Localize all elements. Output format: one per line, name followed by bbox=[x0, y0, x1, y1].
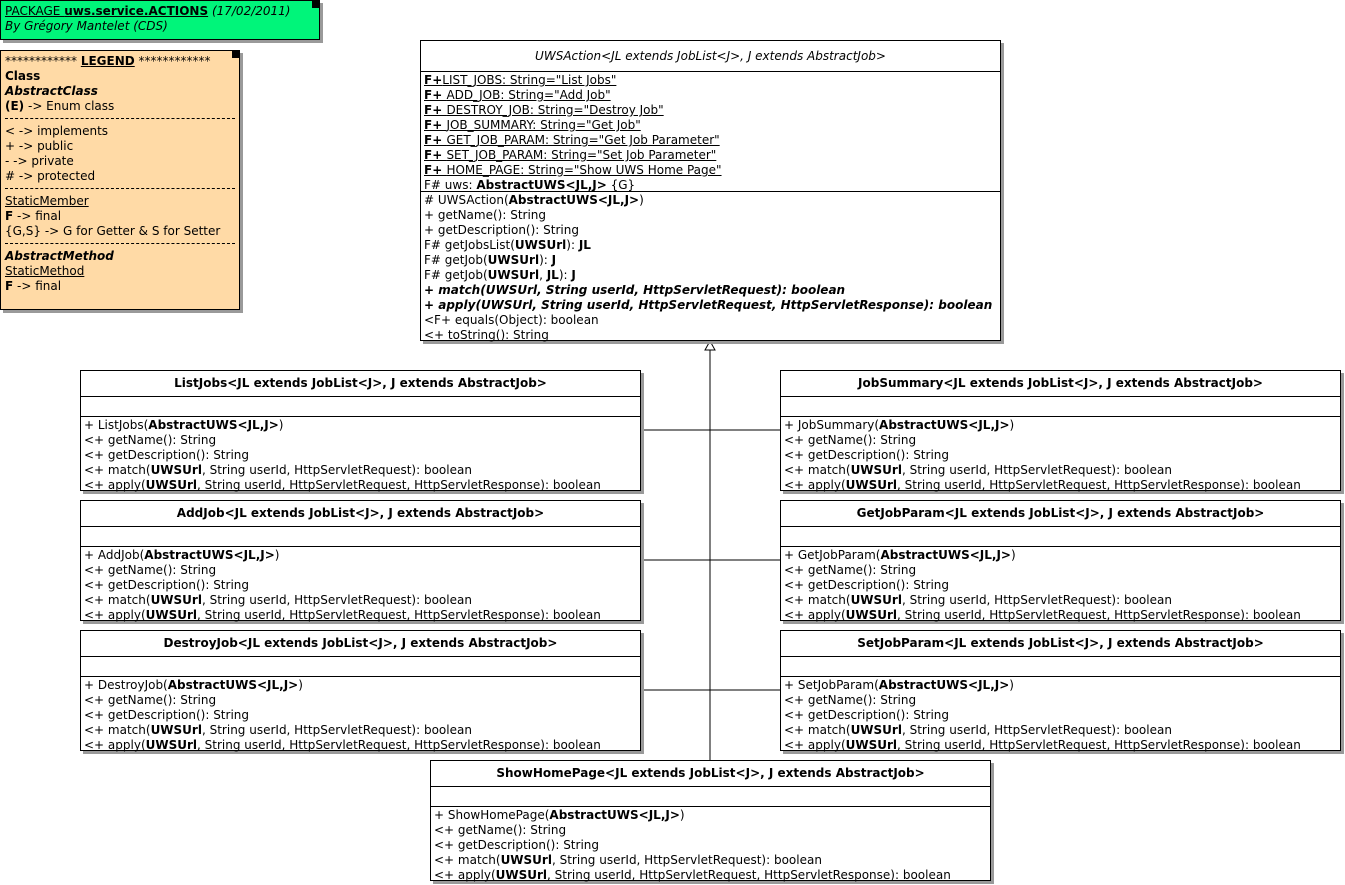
method-get-description: <+ getDescription(): String bbox=[784, 578, 950, 592]
note-fold-icon bbox=[232, 50, 240, 58]
method-get-name: <+ getName(): String bbox=[784, 433, 917, 447]
method-type: J bbox=[551, 253, 557, 267]
method-text: ) bbox=[1010, 548, 1016, 562]
method-type: JL bbox=[578, 238, 591, 252]
legend-static-member: StaticMember bbox=[5, 194, 89, 208]
method-text: + apply( bbox=[424, 298, 481, 312]
class-fields-empty bbox=[81, 396, 640, 416]
method-text: , String userId, HttpServletRequest, HttpServletResponse): boolean bbox=[197, 738, 601, 752]
method-text: <+ match( bbox=[84, 463, 151, 477]
method-text: , String userId, HttpServletRequest, HttpServletResponse): boolean bbox=[547, 868, 951, 882]
method-match bbox=[84, 593, 637, 608]
package-author: By Grégory Mantelet (CDS) bbox=[5, 19, 168, 33]
method-text: <+ match( bbox=[84, 593, 151, 607]
field-uws-type: AbstractUWS<JL,J> bbox=[476, 178, 607, 192]
field-name: SET_JOB_PARAM: String="Set Job Parameter" bbox=[446, 148, 717, 162]
method-type: AbstractUWS<JL,J> bbox=[549, 808, 680, 822]
method-type: AbstractUWS<JL,J> bbox=[878, 678, 1010, 692]
field-modifier: F+ bbox=[424, 73, 443, 87]
method-text: ) bbox=[639, 193, 644, 207]
method-text: ) bbox=[274, 548, 280, 562]
method-apply bbox=[784, 608, 1337, 623]
field-home-page bbox=[424, 163, 997, 178]
method-text: + match( bbox=[424, 283, 486, 297]
class-fields-empty bbox=[781, 656, 1340, 676]
legend-separator bbox=[5, 243, 235, 244]
method-constructor bbox=[424, 193, 997, 208]
method-text: ): bbox=[558, 268, 572, 282]
package-name: uws.service.ACTIONS bbox=[64, 4, 209, 18]
method-get-description: <+ getDescription(): String bbox=[84, 578, 250, 592]
field-uws-pre: F# uws: bbox=[424, 178, 477, 192]
field-name: ADD_JOB: String="Add Job" bbox=[446, 88, 611, 102]
method-text: , String userId, HttpServletRequest): boolean bbox=[551, 853, 822, 867]
field-name: LIST_JOBS: String="List Jobs" bbox=[442, 73, 617, 87]
method-get-description: <+ getDescription(): String bbox=[84, 708, 250, 722]
field-add-job bbox=[424, 88, 997, 103]
class-fields-empty bbox=[81, 656, 640, 676]
method-text: , String userId, HttpServletRequest): boolean bbox=[201, 593, 472, 607]
field-job-summary bbox=[424, 118, 997, 133]
class-fields-empty bbox=[81, 526, 640, 546]
method-type: AbstractUWS<JL,J> bbox=[880, 548, 1011, 562]
method-text: <+ apply( bbox=[784, 478, 846, 492]
method-text: , String userId, HttpServletRequest): boolean bbox=[901, 593, 1172, 607]
method-apply bbox=[784, 478, 1337, 493]
method-text: + AddJob( bbox=[84, 548, 145, 562]
method-apply bbox=[784, 738, 1337, 753]
method-text: ) bbox=[679, 808, 685, 822]
method-type: UWSUrl bbox=[145, 608, 198, 622]
method-get-name: <+ getName(): String bbox=[784, 563, 917, 577]
class-title: ListJobs<JL extends JobList<J>, J extends AbstractJob> bbox=[174, 376, 547, 390]
class-fields bbox=[421, 71, 1000, 191]
method-match-abstract bbox=[424, 283, 997, 298]
class-title: SetJobParam<JL extends JobList<J>, J extends AbstractJob> bbox=[857, 636, 1264, 650]
method-get-description: <+ getDescription(): String bbox=[784, 448, 950, 462]
method-type: AbstractUWS<JL,J> bbox=[879, 418, 1010, 432]
class-destroyjob bbox=[80, 630, 641, 751]
class-methods bbox=[781, 546, 1340, 623]
method-text: , String userId, HttpServletRequest, HttpServletResponse): boolean bbox=[897, 738, 1301, 752]
method-get-name: + getName(): String bbox=[424, 208, 547, 222]
method-constructor bbox=[84, 678, 637, 693]
method-apply bbox=[434, 868, 987, 883]
method-get-job bbox=[424, 253, 997, 268]
method-text: F# getJob( bbox=[424, 253, 488, 267]
class-title: AddJob<JL extends JobList<J>, J extends AbstractJob> bbox=[176, 506, 545, 520]
method-apply bbox=[84, 608, 637, 623]
class-listjobs bbox=[80, 370, 641, 491]
class-fields-empty bbox=[781, 396, 1340, 416]
legend-final2-desc: -> final bbox=[13, 279, 62, 293]
method-text: , String userId, HttpServletRequest, HttpServletResponse): boolean bbox=[197, 478, 601, 492]
package-prefix: PACKAGE bbox=[5, 4, 65, 18]
method-get-description: <+ getDescription(): String bbox=[434, 838, 600, 852]
method-constructor bbox=[784, 418, 1337, 433]
class-methods bbox=[421, 191, 1000, 340]
method-text: <+ match( bbox=[784, 593, 851, 607]
method-type: UWSUrl bbox=[150, 593, 202, 607]
method-type: JL bbox=[546, 268, 559, 282]
legend-protected: # -> protected bbox=[5, 169, 96, 183]
class-methods bbox=[781, 416, 1340, 493]
field-name: HOME_PAGE: String="Show UWS Home Page" bbox=[446, 163, 722, 177]
legend-stars-right: ************ bbox=[134, 54, 211, 68]
method-type: UWSUrl bbox=[150, 723, 202, 737]
legend-final2-key: F bbox=[5, 279, 14, 293]
field-modifier: F+ bbox=[424, 148, 447, 162]
method-apply-abstract bbox=[424, 298, 997, 313]
method-get-name: <+ getName(): String bbox=[784, 693, 917, 707]
method-text: UWSUrl, String userId, HttpServletRequest, HttpServletResponse): boolean bbox=[480, 298, 993, 312]
class-jobsummary bbox=[780, 370, 1341, 491]
method-text: ) bbox=[278, 418, 284, 432]
method-type: UWSUrl bbox=[850, 593, 902, 607]
legend-enum-desc: -> Enum class bbox=[24, 99, 115, 113]
legend-separator bbox=[5, 188, 235, 189]
method-text: + JobSummary( bbox=[784, 418, 880, 432]
method-constructor bbox=[784, 548, 1337, 563]
class-methods bbox=[781, 676, 1340, 753]
method-text: <+ match( bbox=[784, 463, 851, 477]
class-showhomepage bbox=[430, 760, 991, 881]
field-modifier: F+ bbox=[424, 88, 447, 102]
legend-implements: < -> implements bbox=[5, 124, 109, 138]
class-uwsaction bbox=[420, 40, 1001, 341]
method-text: <+ apply( bbox=[784, 738, 846, 752]
package-note bbox=[0, 0, 320, 40]
method-text: <+ apply( bbox=[84, 608, 146, 622]
method-get-name: <+ getName(): String bbox=[84, 433, 217, 447]
method-text: ): bbox=[539, 253, 552, 267]
method-text: + GetJobParam( bbox=[784, 548, 881, 562]
method-to-string: <+ toString(): String bbox=[424, 328, 549, 342]
class-title: ShowHomePage<JL extends JobList<J>, J extends AbstractJob> bbox=[496, 766, 925, 780]
field-set-job-param bbox=[424, 148, 997, 163]
legend-enum bbox=[5, 99, 235, 114]
method-text: , String userId, HttpServletRequest, HttpServletResponse): boolean bbox=[897, 478, 1301, 492]
method-get-name: <+ getName(): String bbox=[84, 693, 217, 707]
method-get-jobs-list bbox=[424, 238, 997, 253]
legend-final-key: F bbox=[5, 209, 14, 223]
field-modifier: F+ bbox=[424, 133, 447, 147]
method-text: + ListJobs( bbox=[84, 418, 149, 432]
method-text: , String userId, HttpServletRequest): boolean bbox=[901, 723, 1172, 737]
method-match bbox=[784, 723, 1337, 738]
method-text: , String userId, HttpServletRequest): boolean bbox=[201, 723, 472, 737]
legend-separator bbox=[5, 118, 235, 119]
method-type: UWSUrl bbox=[500, 853, 552, 867]
method-text: ): bbox=[566, 238, 579, 252]
class-title: JobSummary<JL extends JobList<J>, J extends AbstractJob> bbox=[858, 376, 1263, 390]
method-text: <+ match( bbox=[434, 853, 501, 867]
field-name: DESTROY_JOB: String="Destroy Job" bbox=[446, 103, 664, 117]
method-text: ) bbox=[1009, 678, 1014, 692]
method-type: AbstractUWS<JL,J> bbox=[508, 193, 640, 207]
class-fields-empty bbox=[781, 526, 1340, 546]
method-type: UWSUrl bbox=[514, 238, 567, 252]
legend-abstract-method: AbstractMethod bbox=[5, 249, 114, 263]
class-setjobparam bbox=[780, 630, 1341, 751]
class-methods bbox=[431, 806, 990, 883]
legend-public: + -> public bbox=[5, 139, 74, 153]
method-text: + DestroyJob( bbox=[84, 678, 168, 692]
method-text: UWSUrl, String userId, HttpServletRequest): boolean bbox=[485, 283, 846, 297]
method-text: # UWSAction( bbox=[424, 193, 509, 207]
field-destroy-job bbox=[424, 103, 997, 118]
class-title: GetJobParam<JL extends JobList<J>, J extends AbstractJob> bbox=[856, 506, 1265, 520]
legend-class: Class bbox=[5, 69, 41, 83]
method-text: <+ apply( bbox=[84, 738, 146, 752]
class-methods bbox=[81, 546, 640, 623]
legend-final-2 bbox=[5, 279, 235, 294]
legend-final bbox=[5, 209, 235, 224]
legend-stars-left: ************ bbox=[5, 54, 81, 68]
field-list-jobs bbox=[424, 73, 997, 88]
method-type: UWSUrl bbox=[145, 738, 198, 752]
method-type: J bbox=[571, 268, 576, 282]
method-type: UWSUrl bbox=[487, 253, 540, 267]
class-title: DestroyJob<JL extends JobList<J>, J extends AbstractJob> bbox=[163, 636, 558, 650]
method-text: <+ apply( bbox=[434, 868, 496, 882]
method-constructor bbox=[84, 548, 637, 563]
legend-private: - -> private bbox=[5, 154, 74, 168]
method-apply bbox=[84, 478, 637, 493]
method-text: , String userId, HttpServletRequest, HttpServletResponse): boolean bbox=[197, 608, 601, 622]
method-text: , String userId, HttpServletRequest): boolean bbox=[901, 463, 1172, 477]
method-text: + SetJobParam( bbox=[784, 678, 879, 692]
method-text: F# getJob( bbox=[424, 268, 488, 282]
method-get-job-2 bbox=[424, 268, 997, 283]
field-get-job-param bbox=[424, 133, 997, 148]
method-type: UWSUrl bbox=[845, 738, 898, 752]
method-text: , bbox=[539, 268, 547, 282]
method-equals: <F+ equals(Object): boolean bbox=[424, 313, 599, 327]
method-get-description: <+ getDescription(): String bbox=[84, 448, 250, 462]
class-title: UWSAction<JL extends JobList<J>, J extends AbstractJob> bbox=[535, 49, 886, 63]
method-match bbox=[84, 723, 637, 738]
class-methods bbox=[81, 416, 640, 493]
legend-note bbox=[0, 50, 240, 310]
method-text: , String userId, HttpServletRequest): boolean bbox=[201, 463, 472, 477]
method-text: <+ apply( bbox=[84, 478, 146, 492]
legend-enum-key: (E) bbox=[5, 99, 25, 113]
field-modifier: F+ bbox=[424, 103, 447, 117]
method-type: UWSUrl bbox=[487, 268, 540, 282]
method-get-name: <+ getName(): String bbox=[84, 563, 217, 577]
note-fold-icon bbox=[312, 0, 320, 8]
method-match bbox=[434, 853, 987, 868]
method-type: UWSUrl bbox=[495, 868, 548, 882]
legend-getter-setter: {G,S} -> G for Getter & S for Setter bbox=[5, 224, 221, 238]
field-modifier: F+ bbox=[424, 118, 447, 132]
package-date: (17/02/2011) bbox=[211, 4, 291, 18]
method-text: <+ match( bbox=[784, 723, 851, 737]
method-type: UWSUrl bbox=[845, 608, 898, 622]
field-modifier: F+ bbox=[424, 163, 447, 177]
method-text: <+ apply( bbox=[784, 608, 846, 622]
method-type: UWSUrl bbox=[145, 478, 198, 492]
field-name: JOB_SUMMARY: String="Get Job" bbox=[446, 118, 641, 132]
method-type: AbstractUWS<JL,J> bbox=[144, 548, 275, 562]
field-name: GET_JOB_PARAM: String="Get Job Parameter" bbox=[446, 133, 720, 147]
method-type: UWSUrl bbox=[850, 723, 902, 737]
method-type: AbstractUWS<JL,J> bbox=[148, 418, 279, 432]
method-get-description: + getDescription(): String bbox=[424, 223, 579, 237]
legend-final-desc: -> final bbox=[13, 209, 62, 223]
method-text: , String userId, HttpServletRequest, HttpServletResponse): boolean bbox=[897, 608, 1301, 622]
method-get-description: <+ getDescription(): String bbox=[784, 708, 950, 722]
field-uws-post: {G} bbox=[606, 178, 636, 192]
method-type: UWSUrl bbox=[850, 463, 902, 477]
method-text: ) bbox=[298, 678, 303, 692]
method-constructor bbox=[434, 808, 987, 823]
package-header bbox=[5, 4, 315, 19]
method-match bbox=[84, 463, 637, 478]
method-type: AbstractUWS<JL,J> bbox=[167, 678, 299, 692]
method-apply bbox=[84, 738, 637, 753]
method-constructor bbox=[784, 678, 1337, 693]
legend-title bbox=[5, 54, 235, 69]
legend-abstract-class: AbstractClass bbox=[5, 84, 98, 98]
method-get-name: <+ getName(): String bbox=[434, 823, 567, 837]
method-match bbox=[784, 463, 1337, 478]
legend-title-text: LEGEND bbox=[80, 54, 135, 68]
class-getjobparam bbox=[780, 500, 1341, 621]
legend-static-method: StaticMethod bbox=[5, 264, 85, 278]
method-type: UWSUrl bbox=[150, 463, 202, 477]
method-constructor bbox=[84, 418, 637, 433]
method-match bbox=[784, 593, 1337, 608]
method-text: F# getJobsList( bbox=[424, 238, 515, 252]
class-fields-empty bbox=[431, 786, 990, 806]
method-type: UWSUrl bbox=[845, 478, 898, 492]
class-methods bbox=[81, 676, 640, 753]
method-text: + ShowHomePage( bbox=[434, 808, 550, 822]
method-text: <+ match( bbox=[84, 723, 151, 737]
class-addjob bbox=[80, 500, 641, 621]
method-text: ) bbox=[1009, 418, 1015, 432]
